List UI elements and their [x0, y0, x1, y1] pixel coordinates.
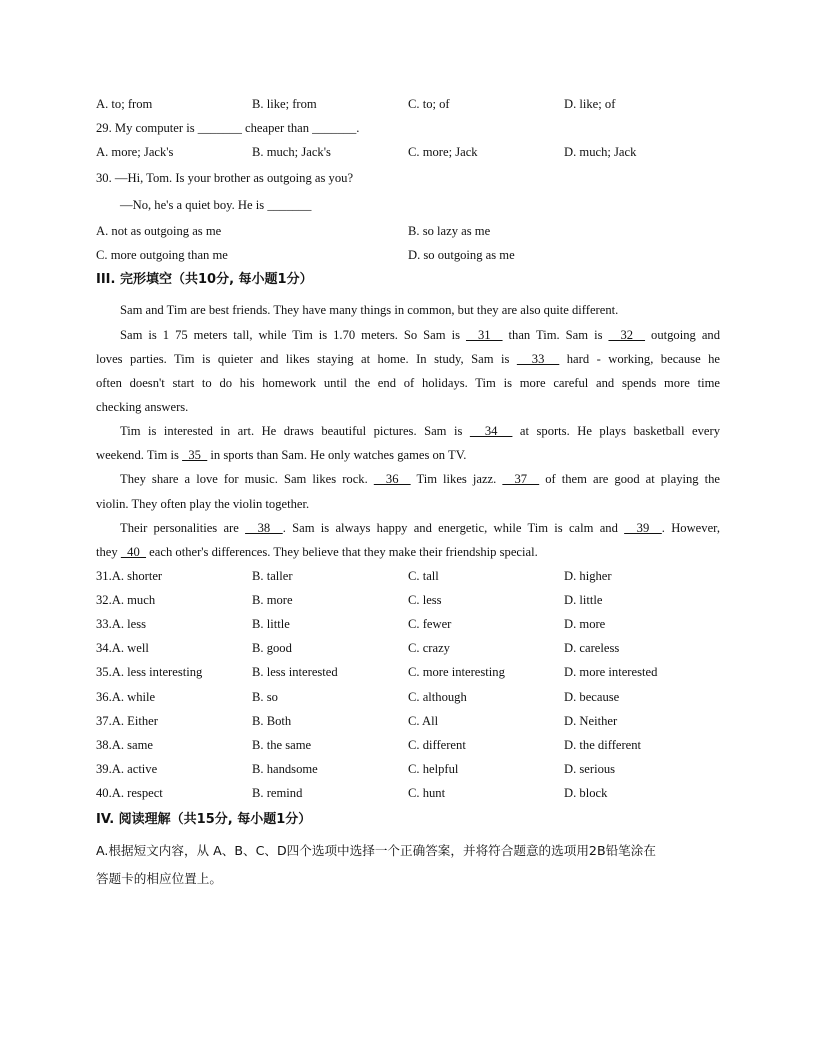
choice-32-option-b: B. more	[252, 593, 293, 608]
passage-p3-line-1	[120, 423, 720, 439]
passage-text: Tim likes jazz.	[410, 472, 503, 486]
q28-option-c: C. to; of	[408, 97, 450, 111]
q28-option-d: D. like; of	[564, 97, 616, 111]
section-4-heading: IV. 阅读理解（共15分, 每小题1分）	[96, 812, 312, 827]
blank-33: 33	[516, 352, 560, 366]
q28-option-a: A. to; from	[96, 97, 153, 111]
choice-37-option-b: B. Both	[252, 713, 292, 728]
q29-option-b: B. much; Jack's	[252, 145, 331, 159]
choice-38-option-a: 38.A. same	[96, 737, 154, 752]
choice-38-option-b: B. the same	[252, 737, 312, 752]
blank-40: 40	[120, 545, 147, 559]
choice-37-option-c: C. All	[408, 713, 439, 728]
passage-text: hard - working, because he	[559, 352, 721, 366]
passage-paragraph-1: Sam and Tim are best friends. They have many things in common, but they are also quite different.	[120, 303, 619, 317]
passage-p3-line-2	[96, 447, 466, 463]
choice-34-option-a: 34.A. well	[96, 641, 149, 656]
passage-text: at sports. He plays basketball every	[512, 424, 720, 438]
q29-option-a: A. more; Jack's	[96, 145, 174, 159]
choice-34-option-c: C. crazy	[408, 641, 450, 656]
passage-p2-line-2	[96, 351, 720, 367]
choice-32-option-a: 32.A. much	[96, 593, 156, 608]
choice-31-option-d: D. higher	[564, 569, 612, 583]
choice-40-option-c: C. hunt	[408, 785, 446, 800]
passage-p2-line-4: checking answers.	[96, 400, 189, 414]
q29-option-c: C. more; Jack	[408, 145, 478, 159]
choice-39-option-a: 39.A. active	[96, 761, 158, 776]
passage-p2-line-3: often doesn't start to do his homework until the end of holidays. Tim is more careful and spends more time	[96, 376, 720, 390]
q30-option-d: D. so outgoing as me	[408, 248, 515, 262]
choice-35-option-b: B. less interested	[252, 665, 338, 680]
q29-blank-2: _______	[312, 121, 357, 135]
passage-p5-line-2	[96, 544, 538, 560]
q30-text: —No, he's a quiet boy. He is	[120, 198, 268, 212]
choice-33-option-d: D. more	[564, 617, 606, 632]
q30-option-c: C. more outgoing than me	[96, 248, 228, 262]
choice-35-option-a: 35.A. less interesting	[96, 665, 203, 680]
passage-p4-line-2: violin. They often play the violin together.	[96, 497, 310, 511]
choice-38-option-c: C. different	[408, 737, 466, 752]
choice-37-option-a: 37.A. Either	[96, 713, 158, 728]
choice-36-option-b: B. so	[252, 689, 278, 704]
q30-blank: _______	[267, 198, 312, 212]
choice-33-option-c: C. fewer	[408, 617, 452, 632]
passage-p4-line-1	[120, 471, 720, 487]
choice-39-option-b: B. handsome	[252, 761, 318, 776]
q30-option-b: B. so lazy as me	[408, 224, 491, 238]
q29-text: cheaper than	[241, 121, 313, 135]
choice-36-option-d: D. because	[564, 689, 620, 704]
choice-38-option-d: D. the different	[564, 737, 642, 752]
section-4-instruction-line-2: 答题卡的相应位置上。	[96, 871, 222, 886]
passage-p5-line-1	[120, 520, 720, 536]
choice-39-option-d: D. serious	[564, 761, 616, 776]
choice-34-option-d: D. careless	[564, 641, 620, 656]
passage-text: each other's differences. They believe that they make their friendship special.	[146, 545, 538, 559]
choice-37-option-d: D. Neither	[564, 713, 618, 728]
passage-text: . However,	[661, 521, 720, 535]
passage-text: loves parties. Tim is quieter and likes staying at home. In study, Sam is	[96, 352, 517, 366]
blank-38: 38	[245, 521, 283, 535]
choice-40-option-a: 40.A. respect	[96, 785, 163, 800]
choice-40-option-b: B. remind	[252, 785, 303, 800]
passage-text: Tim is interested in art. He draws beautiful pictures. Sam is	[120, 424, 470, 438]
passage-text: outgoing and	[645, 328, 721, 342]
choice-35-option-d: D. more interested	[564, 665, 658, 680]
passage-text: of them are good at playing the	[539, 472, 721, 486]
q29-option-d: D. much; Jack	[564, 145, 637, 159]
passage-text: they	[96, 545, 121, 559]
blank-39: 39	[624, 521, 662, 535]
choice-36-option-a: 36.A. while	[96, 689, 156, 704]
passage-text: in sports than Sam. He only watches games on TV.	[207, 448, 467, 462]
passage-text: than Tim. Sam is	[502, 328, 609, 342]
blank-34: 34	[469, 424, 513, 438]
q29-stem	[96, 120, 359, 136]
passage-text: Sam is 1 75 meters tall, while Tim is 1.70 meters. So Sam is	[120, 328, 466, 342]
choice-33-option-a: 33.A. less	[96, 617, 147, 632]
choice-40-option-d: D. block	[564, 785, 608, 800]
choice-31-option-c: C. tall	[408, 569, 439, 583]
choice-32-option-c: C. less	[408, 593, 442, 608]
blank-36: 36	[373, 472, 411, 486]
choice-31-option-a: 31.A. shorter	[96, 569, 163, 583]
choice-39-option-c: C. helpful	[408, 761, 459, 776]
choice-32-option-d: D. little	[564, 593, 603, 608]
choice-36-option-c: C. although	[408, 689, 467, 704]
passage-p2-line-1	[120, 327, 720, 343]
q30-option-a: A. not as outgoing as me	[96, 224, 222, 238]
section-4-instruction-line-1: A.根据短文内容，从 A、B、C、D四个选项中选择一个正确答案，并将符合题意的选项用2B铅笔涂在	[96, 843, 656, 858]
passage-text: Their personalities are	[120, 521, 246, 535]
q29-text: 29. My computer is	[96, 121, 198, 135]
passage-text: . Sam is always happy and energetic, while Tim is calm and	[282, 521, 625, 535]
blank-31: 31	[465, 328, 503, 342]
q30-line-2	[120, 197, 311, 213]
choice-35-option-c: C. more interesting	[408, 665, 505, 680]
choice-34-option-b: B. good	[252, 641, 292, 656]
passage-text: They share a love for music. Sam likes rock.	[120, 472, 374, 486]
choice-31-option-b: B. taller	[252, 569, 293, 583]
passage-text: weekend. Tim is	[96, 448, 183, 462]
section-3-heading: III. 完形填空（共10分, 每小题1分）	[96, 272, 313, 287]
blank-37: 37	[502, 472, 540, 486]
q29-blank-1: _______	[197, 121, 242, 135]
choice-33-option-b: B. little	[252, 617, 290, 632]
q29-text: .	[356, 121, 360, 135]
blank-35: 35	[182, 448, 208, 462]
blank-32: 32	[608, 328, 646, 342]
q30-line-1: 30. —Hi, Tom. Is your brother as outgoing as you?	[96, 171, 354, 185]
q28-option-b: B. like; from	[252, 97, 317, 111]
